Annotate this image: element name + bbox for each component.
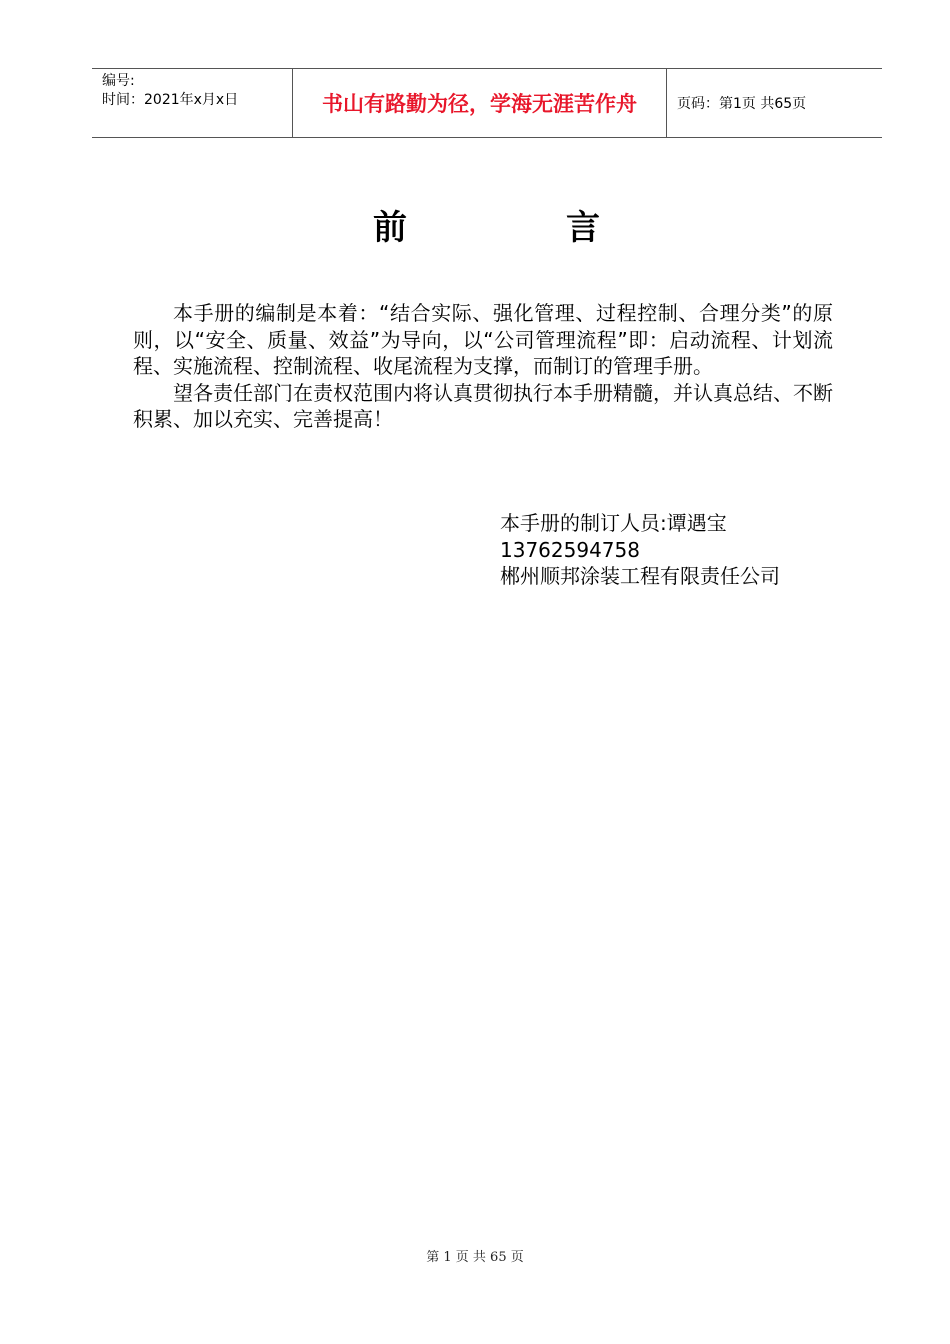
header-motto-cell xyxy=(293,69,667,137)
header-page-cell xyxy=(667,69,882,137)
document-number-label: 编号: xyxy=(102,73,135,89)
signature-company: 郴州顺邦涂装工程有限责任公司 xyxy=(500,564,780,588)
title-char-2: 言 xyxy=(566,208,600,248)
page-footer: 第 1 页 共 65 页 xyxy=(426,1250,524,1265)
page-title xyxy=(0,200,950,250)
page-header xyxy=(92,68,882,138)
document-time-label: 时间：2021年x月x日 xyxy=(102,92,239,108)
signature-block xyxy=(500,510,780,590)
preface-paragraph-1: 本手册的编制是本着：“结合实际、强化管理、过程控制、合理分类”的原则，以“安全、质量、效益”为导向，以“公司管理流程”即：启动流程、计划流程、实施流程、控制流程、收尾流程为支撑，而制订的管理手册。 xyxy=(133,301,833,378)
header-motto: 书山有路勤为径，学海无涯苦作舟 xyxy=(322,92,637,116)
signature-author: 本手册的制订人员:谭遇宝 xyxy=(500,511,727,535)
header-page-info: 页码：第1页 共65页 xyxy=(677,96,807,112)
signature-phone: 13762594758 xyxy=(500,537,640,562)
title-char-1: 前 xyxy=(373,208,407,248)
preface-body xyxy=(133,300,833,433)
header-meta-cell xyxy=(92,69,293,137)
preface-paragraph-2: 望各责任部门在责权范围内将认真贯彻执行本手册精髓，并认真总结、不断积累、加以充实、完善提高！ xyxy=(133,380,833,431)
